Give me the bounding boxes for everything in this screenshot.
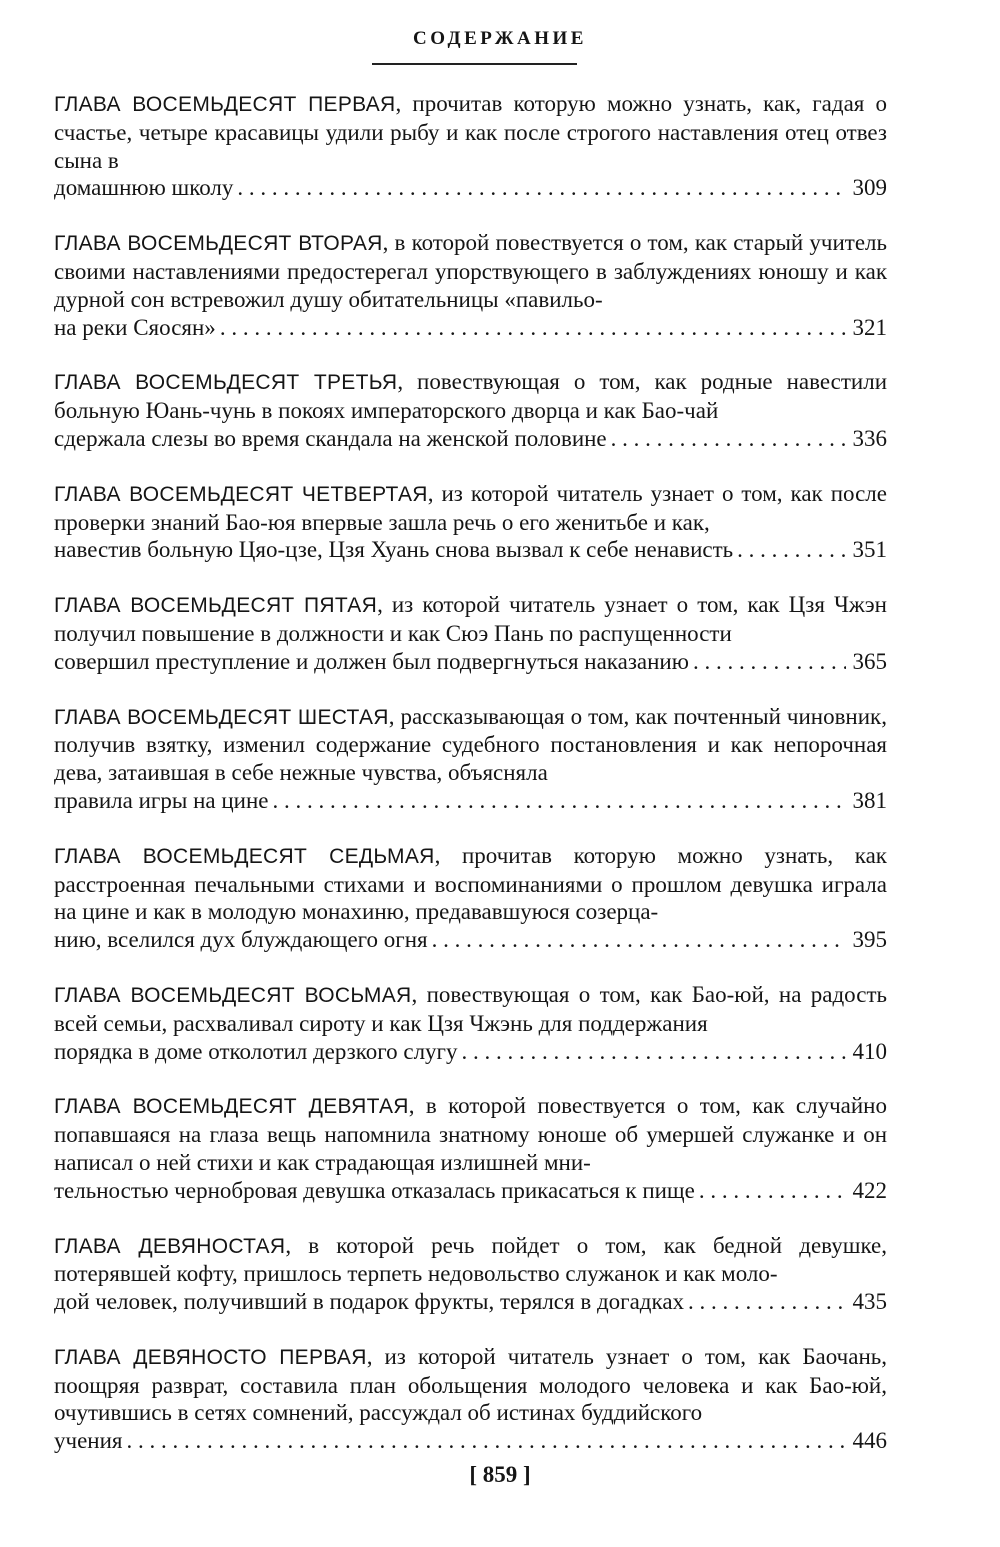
dot-leader <box>688 1288 845 1316</box>
page-number: 410 <box>852 1038 887 1064</box>
chapter-summary: , повествующая о том, как Бао-юй, на радость всей семьи, расхваливал сироту и как Цзя Чжэнь для поддержания <box>54 981 887 1036</box>
toc-entry-last-line <box>54 536 887 564</box>
page-number: 321 <box>852 314 887 340</box>
chapter-summary: , прочитав которую можно узнать, как, гадая о счастье, четыре красавицы удили рыбу и как после строгого наставления отец отвез сына в <box>54 91 887 173</box>
toc-entry[interactable] <box>54 90 887 202</box>
chapter-summary-end: порядка в доме отколотил дерзкого слугу <box>54 1038 458 1064</box>
toc-entry[interactable] <box>54 981 887 1065</box>
page-number: 446 <box>852 1428 887 1454</box>
heading-underline <box>372 63 577 65</box>
chapter-summary-end: дой человек, получивший в подарок фрукты, терялся в догадках <box>54 1289 685 1315</box>
dot-leader <box>699 1177 846 1205</box>
toc-entry-last-line <box>54 314 887 342</box>
chapter-title: ГЛАВА ВОСЕМЬДЕСЯТ ПЕРВАЯ <box>54 93 396 116</box>
toc-entry-last-line <box>54 787 887 815</box>
dot-leader <box>220 314 846 342</box>
chapter-summary-end: совершил преступление и должен был подвергнуться наказанию <box>54 648 689 674</box>
toc-entry[interactable] <box>54 591 887 675</box>
chapter-title: ГЛАВА ДЕВЯНОСТАЯ <box>54 1234 286 1258</box>
toc-entry-last-line <box>54 926 887 954</box>
chapter-summary: , в которой повествуется о том, как старый учитель своими наставлениями предостерегал упорствующего в заблуждениях юношу и как дурной сон встревожил душу обитательницы «павильо- <box>54 230 887 312</box>
page-folio: [ 859 ] <box>469 1462 531 1487</box>
dot-leader <box>272 787 845 815</box>
toc-entry-last-line <box>54 1038 887 1066</box>
page-heading: СОДЕРЖАНИЕ <box>413 28 587 49</box>
chapter-summary: , в которой речь пойдет о том, как бедной девушке, потерявшей кофту, пришлось терпеть недовольство служанок и как моло- <box>54 1232 888 1287</box>
chapter-summary: , из которой читатель узнает о том, как после проверки знаний Бао-юя впервые зашла речь о его женитьбе и как, <box>54 480 887 535</box>
chapter-title: ГЛАВА ВОСЕМЬДЕСЯТ ПЯТАЯ <box>54 594 378 618</box>
chapter-summary-end: тельностью чернобровая девушка отказалась прикасаться к пище <box>54 1177 695 1203</box>
toc-entry[interactable] <box>54 1232 887 1316</box>
toc-entry-last-line <box>54 1177 887 1205</box>
page-number: 381 <box>852 787 887 813</box>
chapter-title: ГЛАВА ВОСЕМЬДЕСЯТ ТРЕТЬЯ <box>54 371 398 395</box>
toc-entry[interactable] <box>54 842 887 954</box>
chapter-summary: , рассказывающая о том, как почтенный чиновник, получив взятку, изменил содержание судебного постановления и как непорочная дева, затаившая в себе нежные чувства, объясняла <box>54 703 887 786</box>
chapter-summary: , повествующая о том, как родные навестили больную Юань-чунь в покоях императорского дворца и как Бао-чай <box>54 369 888 424</box>
dot-leader <box>237 174 845 202</box>
page-number: 336 <box>852 425 887 451</box>
page-number: 351 <box>852 537 887 563</box>
dot-leader <box>693 648 846 676</box>
chapter-summary-end: учения <box>54 1428 123 1454</box>
toc-entry-last-line <box>54 648 887 676</box>
chapter-title: ГЛАВА ВОСЕМЬДЕСЯТ ДЕВЯТАЯ <box>54 1095 409 1119</box>
chapter-title: ГЛАВА ВОСЕМЬДЕСЯТ СЕДЬМАЯ <box>54 844 435 868</box>
dot-leader <box>611 425 846 453</box>
toc-entry[interactable] <box>54 1343 887 1455</box>
toc-entry-last-line <box>54 1427 887 1455</box>
chapter-summary-end: домашнюю школу <box>54 175 234 201</box>
chapter-summary: , прочитав которую можно узнать, как расстроенная печальными стихами и воспоминаниями о прошлом девушка играла на цине и как в молодую монахиню, предававшуюся созерца- <box>54 842 887 925</box>
toc-entry-last-line <box>54 174 887 202</box>
toc-entry[interactable] <box>54 703 887 815</box>
dot-leader <box>126 1427 845 1455</box>
chapter-summary-end: навестив больную Цяо-цзе, Цзя Хуань снова вызвал к себе ненависть <box>54 537 734 563</box>
chapter-title: ГЛАВА ДЕВЯНОСТО ПЕРВАЯ <box>54 1345 367 1369</box>
toc-entry-last-line <box>54 1288 887 1316</box>
toc-entry[interactable] <box>54 368 887 452</box>
dot-leader <box>462 1038 846 1066</box>
chapter-title: ГЛАВА ВОСЕМЬДЕСЯТ ВТОРАЯ <box>54 232 383 256</box>
chapter-title: ГЛАВА ВОСЕМЬДЕСЯТ ЧЕТВЕРТАЯ <box>54 482 428 506</box>
chapter-summary-end: нию, вселился дух блуждающего огня <box>54 927 428 953</box>
chapter-title: ГЛАВА ВОСЕМЬДЕСЯТ ШЕСТАЯ <box>54 705 389 729</box>
chapter-summary-end: правила игры на цине <box>54 787 269 813</box>
dot-leader <box>737 536 845 564</box>
toc-entry[interactable] <box>54 1092 887 1204</box>
chapter-summary-end: сдержала слезы во время скандала на женской половине <box>54 425 607 451</box>
chapter-summary-end: на реки Сяосян» <box>54 314 216 340</box>
page-number: 395 <box>852 927 887 953</box>
page-number: 365 <box>852 648 887 674</box>
page-number: 435 <box>852 1289 887 1315</box>
chapter-title: ГЛАВА ВОСЕМЬДЕСЯТ ВОСЬМАЯ <box>54 983 412 1007</box>
toc-entry-last-line <box>54 425 887 453</box>
chapter-summary: , из которой читатель узнает о том, как Баочань, поощряя разврат, составила план обольщения молодого человека и как Бао-юй, очутившись в сетях сомнений, рассуждал об истинах буддийского <box>54 1343 887 1426</box>
page-number: 422 <box>852 1177 887 1203</box>
table-of-contents <box>54 90 887 1482</box>
dot-leader <box>432 926 846 954</box>
chapter-summary: , из которой читатель узнает о том, как Цзя Чжэн получил повышение в должности и как Сюэ Пань по распущенности <box>54 592 887 646</box>
toc-entry[interactable] <box>54 480 887 564</box>
toc-entry[interactable] <box>54 229 887 341</box>
page-number: 309 <box>852 175 887 201</box>
chapter-summary: , в которой повествуется о том, как случайно попавшаяся на глаза вещь напомнила знатному юноше об умершей служанке и он написал о ней стихи и как страдающая излишней мни- <box>54 1093 887 1175</box>
